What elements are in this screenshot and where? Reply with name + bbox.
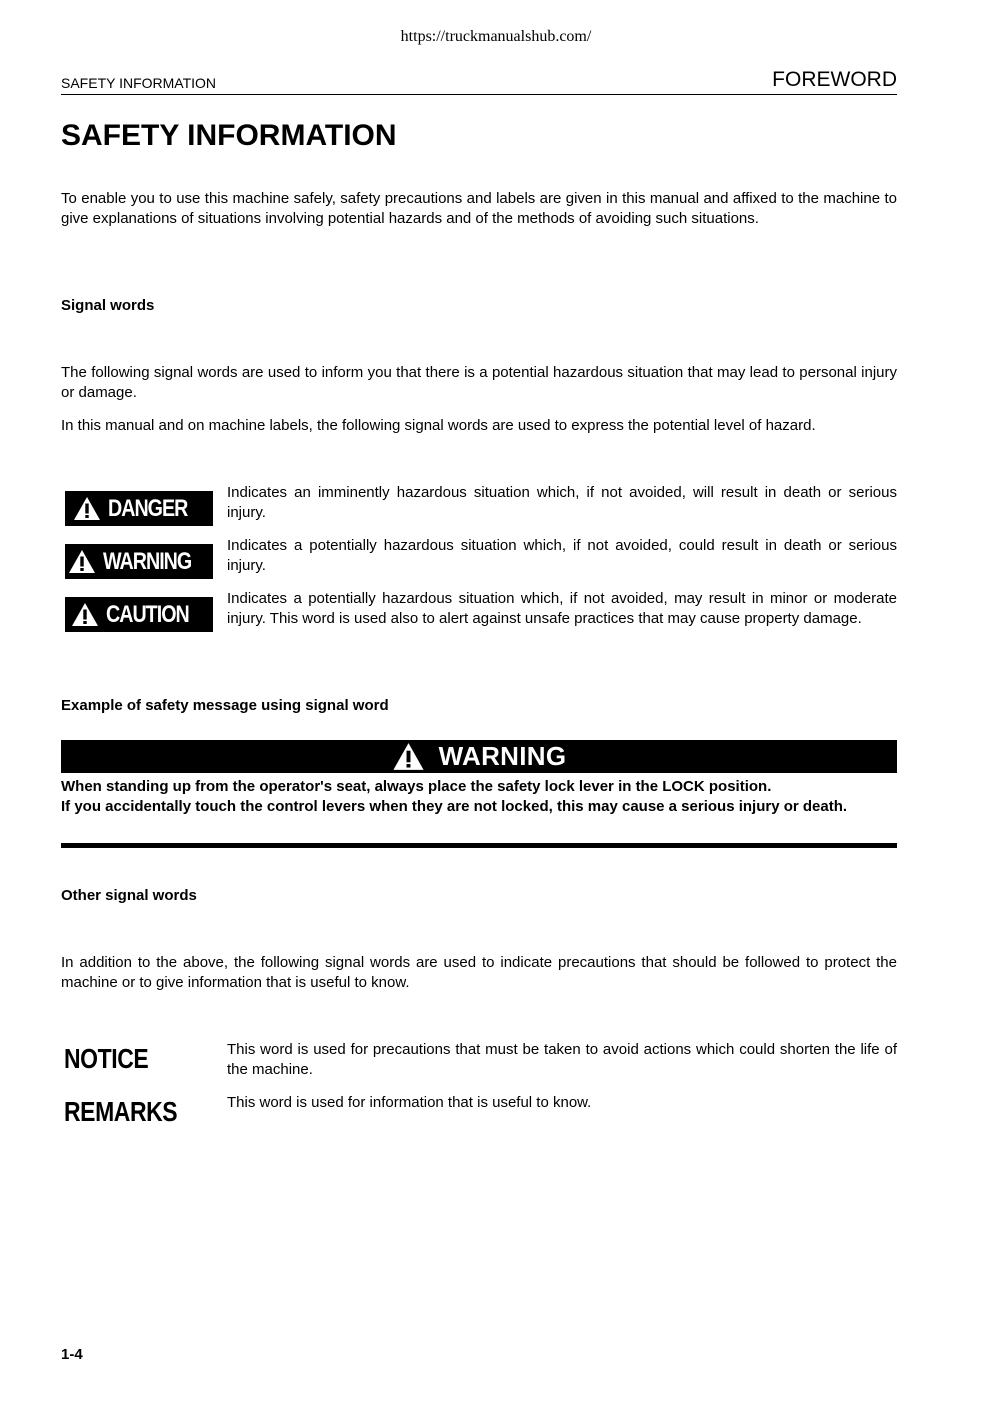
notice-label: NOTICE xyxy=(64,1043,149,1074)
warning-label-text: WARNING xyxy=(102,547,191,575)
example-heading: Example of safety message using signal word xyxy=(61,697,389,714)
danger-label-text: DANGER xyxy=(108,494,188,522)
warning-label xyxy=(65,544,213,579)
warning-triangle-icon xyxy=(392,742,425,771)
notice-description: This word is used for precautions that must be taken to avoid actions which could shorten the life of the machine. xyxy=(227,1041,897,1078)
example-message-line-2: If you accidentally touch the control levers when they are not locked, this may cause a serious injury or death. xyxy=(61,798,848,815)
running-header-section: SAFETY INFORMATION xyxy=(61,75,217,91)
other-signal-words-paragraph: In addition to the above, the following signal words are used to indicate precautions that should be followed to protect the machine or to give information that is useful to know. xyxy=(61,954,897,991)
remarks-description: This word is used for information that is useful to know. xyxy=(227,1094,592,1111)
page-number: 1-4 xyxy=(61,1346,83,1363)
running-header-chapter: FOREWORD xyxy=(772,68,897,91)
example-message-line-1: When standing up from the operator's seat, always place the safety lock lever in the LOCK position. xyxy=(61,778,772,795)
example-bottom-rule xyxy=(61,843,897,848)
source-url: https://truckmanualshub.com/ xyxy=(400,28,592,45)
caution-label xyxy=(65,597,213,632)
danger-description: Indicates an imminently hazardous situation which, if not avoided, will result in death or serious injury. xyxy=(227,484,897,521)
caution-label-text: CAUTION xyxy=(106,600,189,628)
intro-paragraph: To enable you to use this machine safely, safety precautions and labels are given in this manual and affixed to the machine to give explanations of situations involving potential hazards and of the methods of avoiding such situations. xyxy=(61,190,897,227)
warning-description: Indicates a potentially hazardous situation which, if not avoided, could result in death or serious injury. xyxy=(227,537,897,574)
page-title: SAFETY INFORMATION xyxy=(61,119,397,152)
signal-words-paragraph-1: The following signal words are used to inform you that there is a potential hazardous situation that may lead to personal injury or damage. xyxy=(61,364,897,401)
caution-description: Indicates a potentially hazardous situation which, if not avoided, may result in minor or moderate injury. This word is used also to alert against unsafe practices that may cause property damage. xyxy=(227,590,897,627)
example-warning-banner xyxy=(61,740,897,773)
warning-triangle-icon xyxy=(73,496,101,521)
example-banner-text: WARNING xyxy=(438,741,567,771)
remarks-label: REMARKS xyxy=(64,1096,178,1127)
danger-label xyxy=(65,491,213,526)
other-signal-words-heading: Other signal words xyxy=(61,887,197,904)
signal-words-paragraph-2: In this manual and on machine labels, the following signal words are used to express the potential level of hazard. xyxy=(61,417,816,434)
header-rule xyxy=(61,94,897,95)
example-message xyxy=(61,777,897,817)
warning-triangle-icon xyxy=(68,549,96,574)
warning-triangle-icon xyxy=(71,602,99,627)
signal-words-heading: Signal words xyxy=(61,297,155,314)
